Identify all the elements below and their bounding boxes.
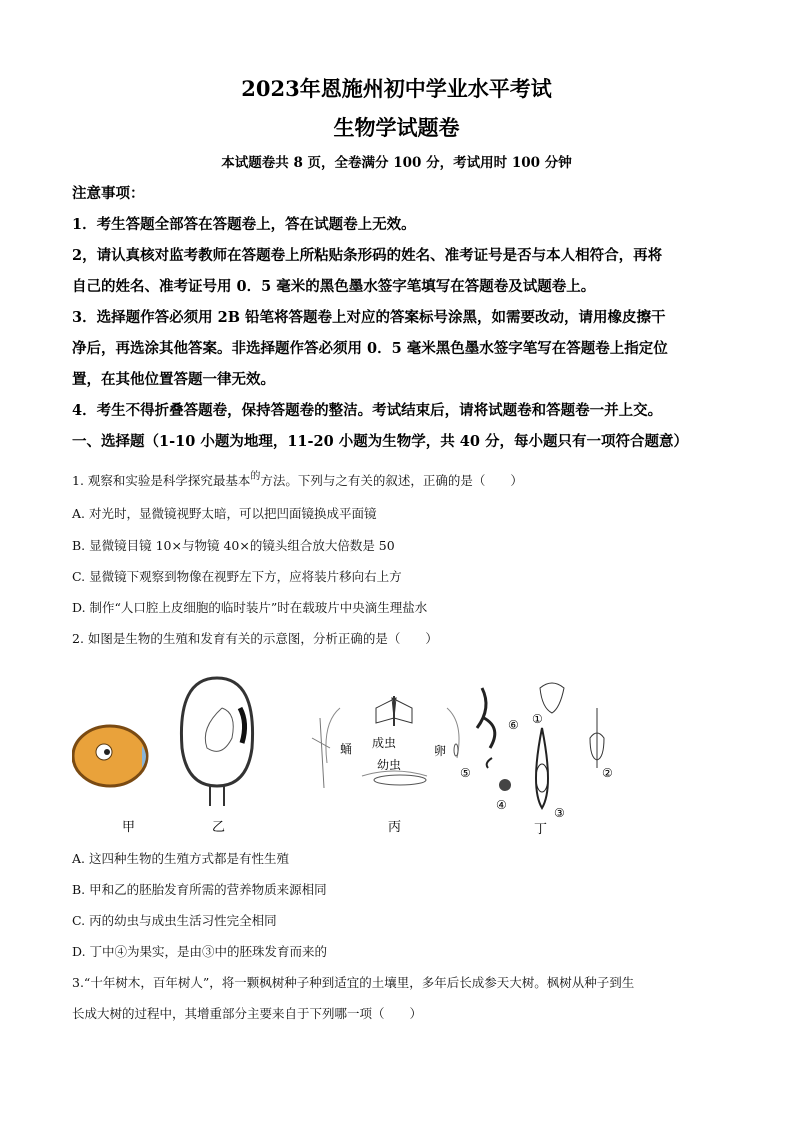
- section-heading: 一、选择题（1-10 小题为地理，11-20 小题为生物学，共 40 分，每小题只有一项符合题意）: [72, 433, 689, 450]
- marker-5: ⑤: [460, 766, 471, 780]
- note-line: 1．考生答题全部答在答题卷上，答在试题卷上无效。: [72, 216, 416, 233]
- option-b: B. 显微镜目镜 10×与物镜 40×的镜头组合放大倍数是 50: [72, 538, 395, 553]
- marker-4: ④: [496, 798, 507, 812]
- note-line: 净后，再选涂其他答案。非选择题作答必须用 0．5 毫米黑色墨水签字笔写在答题卷上指定位: [72, 340, 668, 357]
- option-d: D. 制作“人口腔上皮细胞的临时装片”时在载玻片中央滴生理盐水: [72, 600, 428, 615]
- marker-3: ③: [554, 806, 565, 820]
- stage-pupa: 蛹: [340, 742, 353, 756]
- stage-adult: 成虫: [372, 736, 397, 750]
- option-a: A. 这四种生物的生殖方式都是有性生殖: [72, 851, 289, 866]
- question-3-stem: 3.“十年树木，百年树人”，将一颗枫树种子种到适宜的土壤里，多年后长成参天大树。枫树从种子到生: [72, 975, 635, 990]
- note-line: 自己的姓名、准考证号用 0．5 毫米的黑色墨水签字笔填写在答题卷及试题卷上。: [72, 278, 596, 295]
- option-c: C. 丙的幼虫与成虫生活习性完全相同: [72, 913, 277, 928]
- reproduction-figure: [72, 668, 712, 838]
- note-line: 4．考生不得折叠答题卷，保持答题卷的整洁。考试结束后，请将试题卷和答题卷一并上交。: [72, 402, 663, 419]
- question-2-stem: 2. 如图是生物的生殖和发育有关的示意图，分析正确的是（ ）: [72, 631, 438, 646]
- note-line: 置，在其他位置答题一律无效。: [72, 371, 275, 388]
- question-3-stem-cont: 长成大树的过程中，其增重部分主要来自于下列哪一项（ ）: [72, 1006, 423, 1021]
- question-1-stem: 1. 观察和实验是科学探究最基本$^的$方法。下列与之有关的叙述，正确的是（ ）: [72, 471, 523, 488]
- label-jia: 甲: [122, 820, 136, 835]
- note-line: 2，请认真核对监考教师在答题卷上所粘贴条形码的姓名、准考证号是否与本人相符合，再将: [72, 247, 663, 264]
- option-a: A. 对光时，显微镜视野太暗，可以把凹面镜换成平面镜: [72, 506, 377, 521]
- label-yi: 乙: [212, 820, 226, 835]
- note-line: 3．选择题作答必须用 2B 铅笔将答题卷上对应的答案标号涂黑，如需要改动，请用橡皮擦干: [72, 309, 666, 326]
- exam-subtitle: 生物学试题卷: [333, 115, 460, 140]
- marker-6: ⑥: [508, 718, 519, 732]
- stage-egg: 卵: [434, 744, 447, 758]
- option-c: C. 显微镜下观察到物像在视野左下方，应将装片移向右上方: [72, 569, 402, 584]
- label-ding: 丁: [534, 822, 548, 837]
- marker-1: ①: [532, 712, 543, 726]
- exam-title: 2023年恩施州初中学业水平考试: [241, 76, 552, 101]
- figure-illustration: [72, 668, 712, 838]
- option-d: D. 丁中④为果实，是由③中的胚珠发育而来的: [72, 944, 328, 959]
- exam-info: 本试题卷共 8 页，全卷满分 100 分，考试用时 100 分钟: [221, 155, 572, 171]
- marker-2: ②: [602, 766, 613, 780]
- notes-heading: 注意事项：: [72, 185, 145, 202]
- option-b: B. 甲和乙的胚胎发育所需的营养物质来源相同: [72, 882, 327, 897]
- stage-larva: 幼虫: [377, 758, 402, 772]
- label-bing: 丙: [388, 820, 402, 835]
